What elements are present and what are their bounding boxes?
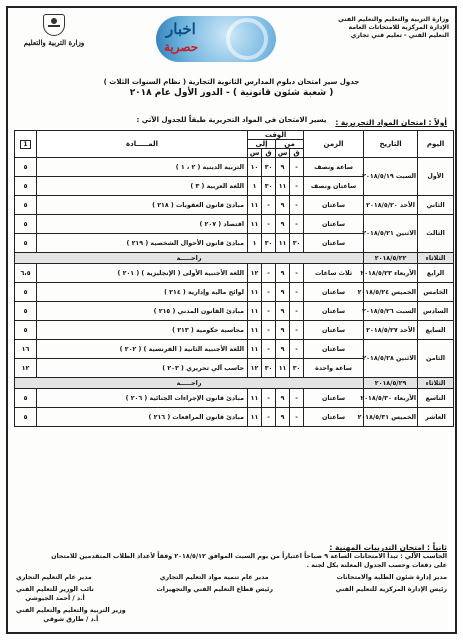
table-cell: راحـــــة — [15, 253, 364, 264]
table-cell: - — [262, 302, 276, 321]
section-2-label: ثانياً : امتحان التدريبات المهنية : — [329, 543, 447, 552]
signature-row-1 — [16, 573, 447, 582]
table-cell: ٩ — [276, 264, 290, 283]
table-cell: ١٦ — [15, 340, 37, 359]
table-cell: مبادئ قانون العقوبات ( ٢١٨ ) — [37, 196, 248, 215]
table-cell: ١١ — [248, 389, 262, 408]
table-cell: الاثنين ٢٠١٨/٥/٢٨ — [364, 340, 418, 378]
table-cell: السابع — [418, 321, 454, 340]
document-footer — [16, 543, 447, 624]
table-cell: راحـــــة — [15, 378, 364, 389]
table-cell: ساعتان — [304, 215, 364, 234]
document-header — [12, 12, 451, 72]
table-cell: ٩ — [276, 158, 290, 177]
table-cell: ٣٠ — [262, 234, 276, 253]
table-cell: ٣٠ — [290, 359, 304, 378]
col-day: اليوم — [418, 131, 454, 158]
table-cell: الأربعاء ٢٠١٨/٥/٢٣ — [364, 264, 418, 283]
table-cell: ساعة ونصف — [304, 158, 364, 177]
table-cell: حاسب آلي تحريري ( ٢٠٣ ) — [37, 359, 248, 378]
table-cell: ساعتان ونصف — [304, 177, 364, 196]
table-cell: - — [290, 340, 304, 359]
ministry-line-3: التعليم الفني - تعليم فني تجاري — [350, 32, 449, 40]
table-cell: ساعة واحدة — [304, 359, 364, 378]
table-row — [15, 302, 454, 321]
table-cell: ٢٠١٨/٥/٢٢ — [364, 253, 418, 264]
table-row — [15, 283, 454, 302]
table-row — [15, 378, 454, 389]
table-cell: الخامس — [418, 283, 454, 302]
table-cell: - — [290, 283, 304, 302]
table-cell: - — [262, 264, 276, 283]
table-cell: ساعتان — [304, 283, 364, 302]
col-from: من — [276, 140, 304, 149]
ministry-header-text — [309, 16, 449, 41]
table-cell: اللغة الأجنبية الثانية ( الفرنسية ) ( ٢٠٢ ) — [37, 340, 248, 359]
table-cell: ٣٠ — [262, 359, 276, 378]
table-cell: ساعتان — [304, 302, 364, 321]
signature-1: مدير إدارة شئون الطلبة والامتحانات — [336, 574, 447, 581]
section-1-label: أولاً : امتحان المواد التحريرية : — [335, 118, 447, 127]
table-cell: الاثنين ٢٠١٨/٥/٢١ — [364, 215, 418, 253]
table-cell: التربية الدينية ( ٢ ، ١ ) — [37, 158, 248, 177]
col-to-m: ق — [262, 149, 276, 158]
table-cell: ١١ — [248, 196, 262, 215]
table-cell: ساعتان — [304, 196, 364, 215]
seal-text: وزارة التربية والتعليم — [23, 38, 85, 47]
table-cell: - — [290, 302, 304, 321]
table-cell: الخميس ٢٠١٨/٥/٣١ — [364, 408, 418, 427]
table-cell: - — [262, 215, 276, 234]
table-cell: ساعتان — [304, 340, 364, 359]
table-cell: العاشر — [418, 408, 454, 427]
title-line-3: يسير الامتحان في المواد التحريرية طبقاً للجدول الآتي : — [136, 116, 327, 124]
table-cell: ١٢ — [248, 264, 262, 283]
table-cell: الأحد ٢٠١٨/٥/٢٧ — [364, 321, 418, 340]
col-to-h: س — [248, 149, 262, 158]
table-cell: - — [262, 196, 276, 215]
table-cell: ٣٠ — [262, 177, 276, 196]
table-cell: الثلاثاء — [418, 253, 454, 264]
table-cell: مبادئ قانون المرافعات ( ٢١٦ ) — [37, 408, 248, 427]
table-cell: اقتصاد ( ٢٠٧ ) — [37, 215, 248, 234]
table-cell: - — [290, 321, 304, 340]
table-cell: مبادئ قانون الإجراءات الجنائية ( ٢٠٦ ) — [37, 389, 248, 408]
table-cell: ١١ — [248, 340, 262, 359]
signature-6-name: أ.د / أحمد الجيوشي — [25, 595, 85, 602]
table-cell: ١١ — [276, 177, 290, 196]
table-cell: ٣٠ — [262, 158, 276, 177]
logo-text-top: اخبار — [166, 20, 196, 38]
table-cell: ٥ — [15, 408, 37, 427]
signature-6-title: نائب الوزير للتعليم الفني — [16, 586, 94, 593]
table-cell: - — [290, 264, 304, 283]
table-cell: ١١ — [276, 234, 290, 253]
table-cell: الثلاثاء — [418, 378, 454, 389]
table-cell: ١١ — [248, 321, 262, 340]
footer-note-2: على دفعات وحسب الجدول المعلنة بكل لجنة . — [306, 562, 447, 569]
schedule-body — [15, 158, 454, 427]
news-logo — [156, 16, 276, 62]
minister-name: أ.د / طارق شوقي — [43, 616, 99, 623]
table-cell: ١١ — [248, 283, 262, 302]
table-cell: الخميس ٢٠١٨/٥/٢٤ — [364, 283, 418, 302]
table-cell: الثالث — [418, 215, 454, 253]
table-cell: ١٢ — [15, 359, 37, 378]
table-cell: لوائح مالية وإدارية ( ٢١٤ ) — [37, 283, 248, 302]
col-from-m: ق — [290, 149, 304, 158]
table-cell: - — [290, 408, 304, 427]
table-cell: ٢٠١٨/٥/٢٩ — [364, 378, 418, 389]
table-cell: ٩ — [276, 196, 290, 215]
table-cell: ٥ — [15, 234, 37, 253]
table-cell: ١ — [248, 177, 262, 196]
table-cell: - — [290, 215, 304, 234]
table-row — [15, 340, 454, 359]
table-cell: ١١ — [276, 359, 290, 378]
table-cell: ٣٠ — [290, 234, 304, 253]
grade-box: 1 — [20, 140, 30, 149]
signature-4: رئيس الإدارة المركزية للتعليم الفني — [335, 586, 447, 593]
table-cell: الثامن — [418, 340, 454, 378]
table-cell: - — [262, 340, 276, 359]
signature-6 — [16, 585, 94, 603]
table-cell: ٥ — [15, 177, 37, 196]
table-cell: ساعتان — [304, 321, 364, 340]
table-cell: ٥ — [15, 196, 37, 215]
table-cell: الأربعاء ٢٠١٨/٥/٣٠ — [364, 389, 418, 408]
table-cell: ساعتان — [304, 234, 364, 253]
table-cell: اللغة الأجنبية الأولى ( الإنجليزية ) ( ٢٠١ ) — [37, 264, 248, 283]
table-cell: ٥ — [15, 389, 37, 408]
document-titles — [18, 78, 445, 98]
table-cell: ٩ — [276, 408, 290, 427]
table-cell: - — [262, 283, 276, 302]
col-time: الوقت — [248, 131, 304, 140]
table-row — [15, 264, 454, 283]
table-cell: - — [262, 389, 276, 408]
col-duration: الزمن — [304, 131, 364, 158]
table-row — [15, 215, 454, 234]
table-cell: ٥ — [15, 321, 37, 340]
col-to: إلى — [248, 140, 276, 149]
table-cell: ٩ — [276, 302, 290, 321]
signature-row-2 — [16, 585, 447, 603]
table-cell: ثلاث ساعات — [304, 264, 364, 283]
col-subject: المـــــادة — [37, 131, 248, 158]
table-cell: ١٠ — [248, 158, 262, 177]
title-line-1: جدول سير امتحان دبلوم المدارس الثانوية التجارية ( نظام السنوات الثلاث ) — [103, 78, 360, 86]
table-cell: الثاني — [418, 196, 454, 215]
table-cell: ساعتان — [304, 389, 364, 408]
logo-text-bottom: حصرية — [164, 40, 199, 54]
table-cell: مبادئ القانون المدني ( ٢١٥ ) — [37, 302, 248, 321]
table-row — [15, 158, 454, 177]
ministry-line-2: الإدارة المركزية للامتحانات العامة — [348, 24, 449, 32]
col-date: التاريخ — [364, 131, 418, 158]
table-row — [15, 389, 454, 408]
ministry-line-1: وزارة التربية والتعليم والتعليم الفني — [338, 16, 449, 23]
table-cell: السبت ٢٠١٨/٥/١٩ — [364, 158, 418, 196]
table-cell: السبت ٢٠١٨/٥/٢٦ — [364, 302, 418, 321]
signature-5: رئيس قطاع التعليم الفني والتجهيزات — [156, 586, 274, 593]
table-cell: ٥ — [15, 302, 37, 321]
table-row — [15, 321, 454, 340]
table-cell: مبادئ قانون الأحوال الشخصية ( ٢١٩ ) — [37, 234, 248, 253]
table-cell: ساعتان — [304, 408, 364, 427]
logo-ring-icon — [226, 18, 268, 60]
table-cell: ٦،٥ — [15, 264, 37, 283]
table-cell: اللغة العربية ( ٣ ) — [37, 177, 248, 196]
document-page — [6, 6, 457, 634]
table-cell: ٩ — [276, 389, 290, 408]
signature-2: مدير عام تنمية مواد التعليم التجاري — [159, 574, 269, 581]
table-cell: ١١ — [248, 302, 262, 321]
table-cell: - — [262, 321, 276, 340]
title-line-2: ( شعبة شئون قانونية ) - الدور الأول عام ٢٠١٨ — [129, 88, 334, 98]
signature-row-3 — [16, 606, 447, 624]
table-cell: ٩ — [276, 340, 290, 359]
table-cell: ٥ — [15, 215, 37, 234]
col-grade — [15, 131, 37, 158]
table-cell: السادس — [418, 302, 454, 321]
ministry-seal — [16, 14, 92, 47]
signature-3: مدير عام التعليم التجاري — [16, 574, 92, 581]
minister-title: وزير التربية والتعليم والتعليم الفني — [16, 607, 126, 614]
table-cell: - — [290, 196, 304, 215]
table-row — [15, 196, 454, 215]
eagle-emblem-icon — [43, 14, 65, 36]
table-cell: ١٢ — [248, 359, 262, 378]
table-cell: ٩ — [276, 321, 290, 340]
footer-note-1: الحاسب الآلي : تبدأ الامتحانات الساعة ٩ صباحاً اعتباراً من يوم السبت الموافق ٢٠١٨/٥/١٢ وفقاً لأعداد الطلاب المتقدمين للامتحان — [51, 553, 447, 560]
table-cell: ١١ — [248, 408, 262, 427]
table-cell: التاسع — [418, 389, 454, 408]
col-from-h: س — [276, 149, 290, 158]
exam-schedule-table — [14, 130, 454, 427]
table-cell: محاسبة حكومية ( ٢١٣ ) — [37, 321, 248, 340]
table-cell: ٩ — [276, 283, 290, 302]
table-cell: - — [290, 158, 304, 177]
table-cell: - — [290, 177, 304, 196]
table-row — [15, 253, 454, 264]
table-cell: ٥ — [15, 158, 37, 177]
table-cell: الأحد ٢٠١٨/٥/٢٠ — [364, 196, 418, 215]
table-cell: ٥ — [15, 283, 37, 302]
table-cell: الرابع — [418, 264, 454, 283]
signature-minister — [16, 606, 126, 624]
table-cell: ٩ — [276, 215, 290, 234]
table-cell: ١١ — [248, 215, 262, 234]
table-row — [15, 408, 454, 427]
table-cell: - — [290, 389, 304, 408]
table-cell: - — [262, 408, 276, 427]
table-cell: الأول — [418, 158, 454, 196]
table-cell: ١ — [248, 234, 262, 253]
